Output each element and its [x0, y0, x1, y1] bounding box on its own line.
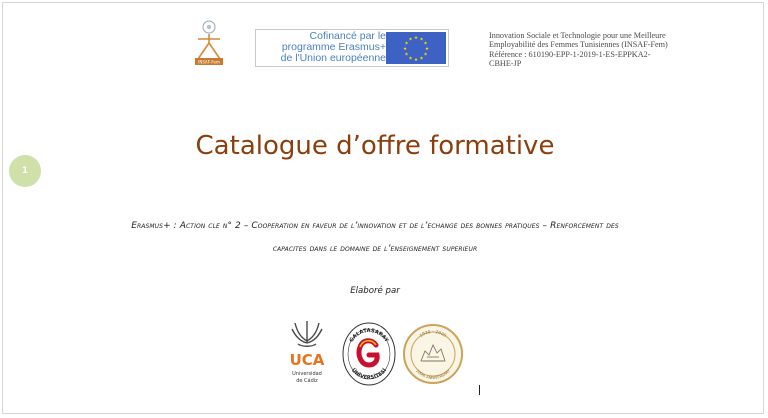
document-subtitle: [43, 215, 707, 261]
text-cursor: [479, 385, 480, 395]
document-page: [2, 2, 764, 414]
project-info-line-2: Employabilité des Femmes Tunisiennes (INSAF-Fem): [489, 40, 668, 50]
insaf-fem-logo: [188, 19, 230, 69]
svg-text:★: ★: [404, 52, 409, 58]
svg-text:★: ★: [408, 56, 413, 62]
erasmus-line-3: de l'Union européenne: [280, 52, 386, 64]
svg-text:★: ★: [419, 56, 424, 62]
made-by-label: Elaboré par: [350, 286, 400, 296]
page-number-badge: 1: [9, 155, 41, 187]
svg-text:★: ★: [408, 37, 413, 43]
eu-flag-icon: [386, 32, 446, 64]
svg-text:★: ★: [402, 47, 408, 52]
anniversary-emblem: [401, 323, 465, 385]
project-info-line-1: Innovation Sociale et Technologie pour une Meilleure: [489, 31, 666, 40]
erasmus-line-1: Cofinancé par le: [309, 30, 386, 42]
svg-text:★: ★: [413, 36, 419, 41]
insaf-logo-text: INSAF-Fem: [198, 59, 220, 65]
project-info-line-4: CBHE-JP: [489, 58, 522, 68]
gsu-text-top: GALATASARAY: [348, 327, 390, 344]
document-title: Catalogue d’offre formative: [195, 131, 555, 161]
anniversary-years: 1920 – 2020: [418, 329, 448, 338]
subtitle-line-2: capacites dans le domaine de l’enseignement superieur: [272, 244, 478, 254]
uca-name-line-1: Universidad: [292, 371, 322, 377]
erasmus-line-2: programme Erasmus+: [281, 41, 386, 53]
erasmus-cofunding-banner: [255, 29, 449, 67]
svg-text:★: ★: [413, 58, 419, 63]
project-info-block: [489, 31, 699, 68]
uca-logo: [286, 317, 328, 389]
uca-abbr: UCA: [289, 351, 325, 369]
galatasaray-university-seal: [341, 321, 397, 387]
svg-text:★: ★: [423, 52, 428, 58]
svg-text:★: ★: [404, 41, 409, 47]
subtitle-line-1: Erasmus+ : Action cle n° 2 – Cooperation en faveur de l’innovation et de l’echange des bonnes pratiques – Renforcement des: [131, 221, 619, 231]
svg-text:★: ★: [424, 47, 430, 52]
project-info-line-3: Référence : 610190-EPP-1-2019-1-ES-EPPKA2-: [489, 49, 651, 59]
svg-text:★: ★: [423, 41, 428, 47]
erasmus-banner-text: [260, 31, 386, 64]
svg-text:★: ★: [419, 37, 424, 43]
anniversary-caption: 100th ANNIVERSARY: [414, 368, 452, 381]
gsu-text-bottom: ÜNİVERSİTESİ: [349, 367, 389, 382]
uca-name-line-2: de Cádiz: [296, 378, 318, 384]
